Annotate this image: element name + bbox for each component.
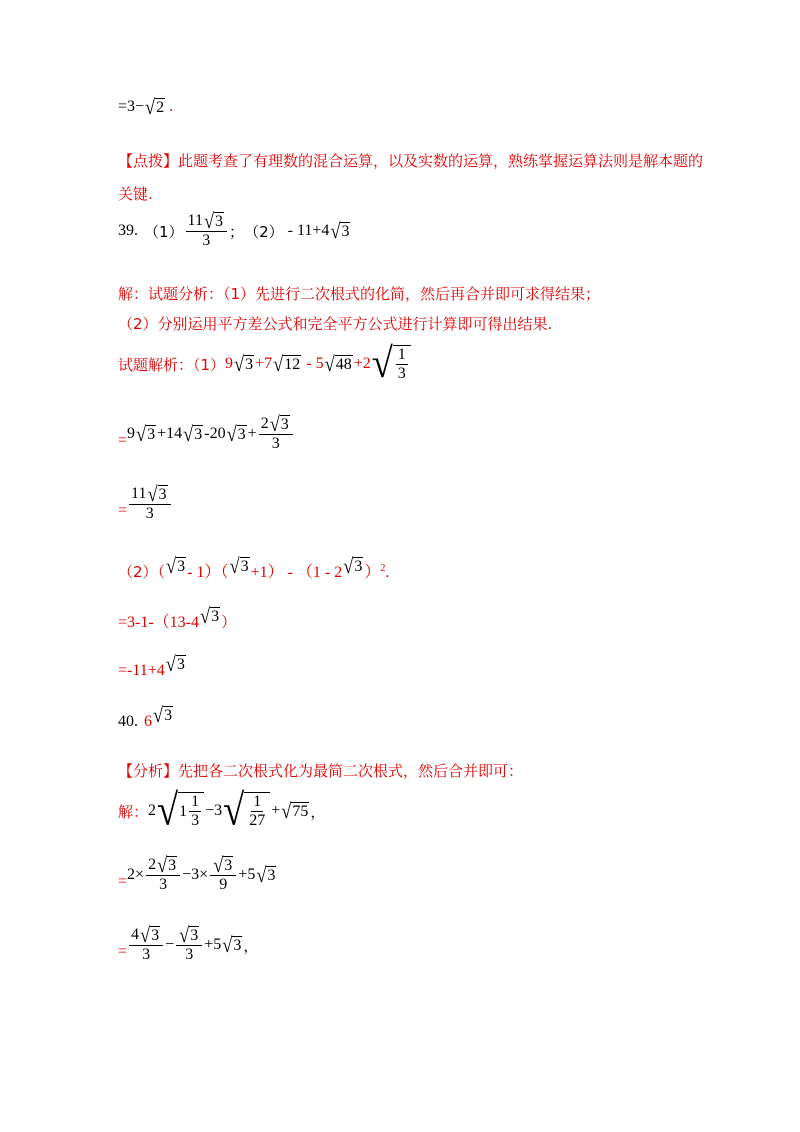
- solution-40: 解： 2 √ 1 $\frac{1}{3}$ −3 √ $\frac{1}{27}$ + √ 75 ，: [118, 786, 326, 836]
- solution-line: 试题解析：（1） 9 √ 3 +7 √ 12 - 5 √ 48 +2 √ $\frac{1}{3}$: [118, 345, 412, 384]
- result-line: =3− √ 2 .: [118, 95, 174, 119]
- dianbo-line-1: [118, 150, 703, 171]
- part-2-line: （2）（ √ 3 - 1）（ √ 3 +1） - （1 - 2 √ 3 ） 2 .: [118, 554, 390, 581]
- question-39-answer: 39. （1） 11 √ 3 3 ； （2） - 11+4 √ 3: [118, 209, 350, 249]
- step-line-5: = 2× 2 √ 3 3 −3× √ 3 9 +5 √ 3: [118, 853, 276, 893]
- fraction: 11 √ 3 3: [186, 212, 228, 250]
- analysis-line-2: （2）分别运用平方差公式和完全平方公式进行计算即可得出结果.: [118, 315, 553, 333]
- analysis-40: 【分析】先把各二次根式化为最简二次根式，然后合并即可：: [118, 762, 524, 780]
- step-line-2: = 11 √ 3 3: [118, 485, 173, 523]
- step-line-3: =3-1-（13-4 √ 3 ）: [118, 604, 237, 631]
- step-line-1: = 9 √ 3 +14 √ 3 -20 √ 3 + 2 √ 3 3: [118, 415, 295, 453]
- dianbo-line-2: 关键.: [118, 185, 153, 203]
- question-number: 39.: [118, 222, 138, 239]
- analysis-tag: 【分析】: [118, 762, 179, 780]
- step-line-4: =-11+4 √ 3: [118, 652, 185, 679]
- expr-text: =3−: [118, 98, 145, 115]
- dianbo-text: 此题考查了有理数的混合运算，以及实数的运算，熟练掌握运算法则是解本题的: [178, 152, 704, 170]
- analysis-line-1: 解：试题分析：（1）先进行二次根式的化简，然后再合并即可求得结果；: [118, 285, 601, 303]
- question-number: 40.: [118, 712, 138, 730]
- question-40-answer: 40. 6 √ 3: [118, 703, 173, 730]
- step-line-6: = 4 √ 3 3 − √ 3 3 +5 √ 3 ，: [118, 923, 259, 963]
- dianbo-tag: 【点拨】: [118, 152, 179, 170]
- sqrt-expr: √ 2: [145, 95, 165, 119]
